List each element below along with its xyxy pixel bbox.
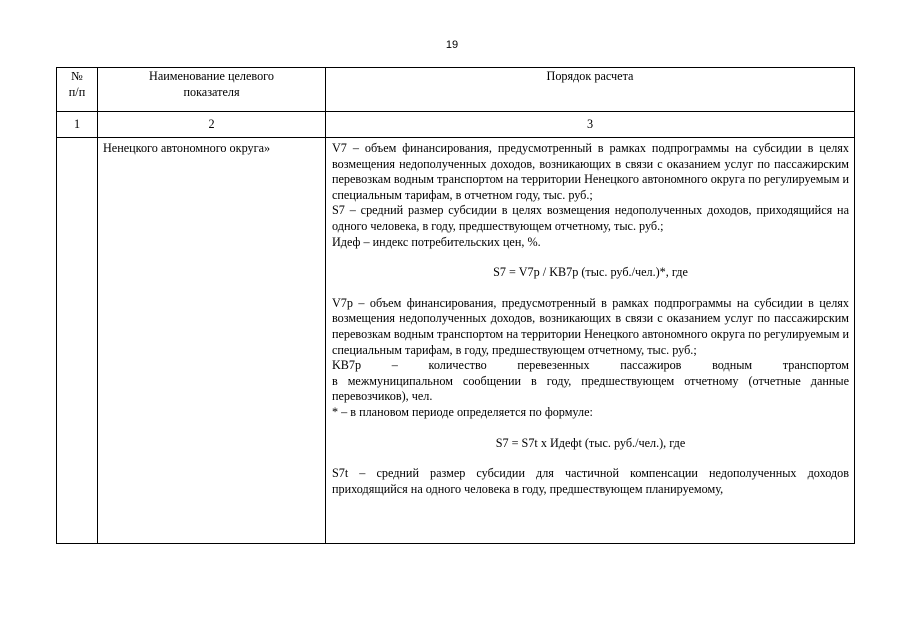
calculation-order-cell (326, 138, 855, 544)
indicator-name-cell: Ненецкого автономного округа» (98, 138, 326, 544)
row-number-cell (57, 138, 98, 544)
header-number (57, 68, 98, 112)
header-calculation-order: Порядок расчета (326, 68, 855, 112)
definition-v7-text: V7 – объем финансирования, предусмотренный в рамках подпрограммы на субсидии в целях возмещения недополученных доходов, возникающих в связи с оказанием услуг по пассажирским перевозкам водным транспортом на территории Ненецкого автономного округа по регулируемым и специальным тарифам, в отчетном году, тыс. руб.; (332, 141, 849, 202)
table-header-row (57, 68, 855, 112)
column-numbers-row (57, 112, 855, 138)
planning-note: * – в плановом периоде определяется по формуле: (332, 404, 593, 419)
indicator-table (56, 67, 855, 544)
definition-ideph (332, 235, 849, 251)
definition-kb7p-line1: KB7p – количество перевезенных пассажиров водным транспортом (332, 358, 849, 373)
header-number-text: № п/п (68, 69, 86, 99)
definition-v7p-text: V7p – объем финансирования, предусмотренный в рамках подпрограммы на субсидии в целях возмещения недополученных доходов, возникающих в связи с оказанием услуг по пассажирским перевозкам водным транспортом на территории Ненецкого автономного округа по регулируемым и специальным тарифам, в году, предшествующем отчетному, тыс. руб.; (332, 295, 849, 357)
table-row (57, 138, 855, 544)
header-indicator-name (98, 68, 326, 112)
definition-s7t: S7t – средний размер субсидии для частичной компенсации недополученных доходов приходящийся на одного человека в году, предшествующем планируемому, (332, 466, 849, 496)
formula-s7-planned: S7 = S7t x Идефt (тыс. руб./чел.), где (495, 435, 686, 450)
definition-s7-text: S7 – средний размер субсидии в целях возмещения недополученных доходов, приходящийся на одного человека, в году, предшествующем отчетному, тыс. руб.; (332, 203, 849, 233)
column-number-3: 3 (326, 112, 855, 138)
definition-v7 (332, 141, 849, 203)
definition-s7 (332, 203, 849, 234)
page-number: 19 (445, 39, 459, 51)
definition-ideph-text: Идеф – индекс потребительских цен, %. (332, 234, 541, 249)
definition-kb7p-line2: в межмуниципальном сообщении в году, предшествующем отчетному (отчетные данные перевозчиков), чел. (332, 373, 849, 404)
column-number-2: 2 (98, 112, 326, 138)
column-number-1: 1 (57, 112, 98, 138)
definition-v7p (332, 296, 849, 358)
header-indicator-name-text: Наименование целевого показателя (149, 69, 274, 99)
formula-s7: S7 = V7p / KB7p (тыс. руб./чел.)*, где (493, 265, 688, 280)
